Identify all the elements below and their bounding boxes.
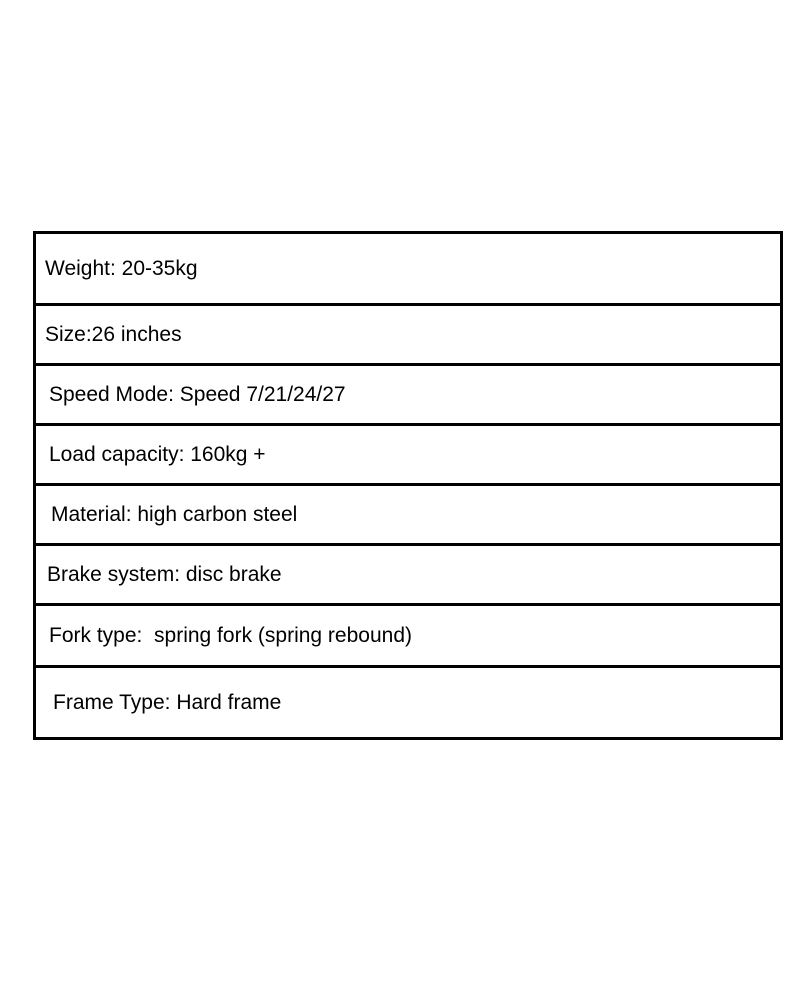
table-row bbox=[36, 606, 780, 668]
spec-frame-type: Frame Type: Hard frame bbox=[53, 690, 282, 714]
table-row bbox=[36, 366, 780, 426]
spec-fork-type: Fork type: spring fork (spring rebound) bbox=[49, 623, 412, 647]
specification-table bbox=[33, 231, 783, 740]
spec-size: Size:26 inches bbox=[45, 322, 182, 346]
spec-material: Material: high carbon steel bbox=[51, 502, 298, 526]
table-row bbox=[36, 668, 780, 740]
table-row bbox=[36, 486, 780, 546]
spec-speed-mode: Speed Mode: Speed 7/21/24/27 bbox=[49, 382, 346, 406]
table-row bbox=[36, 306, 780, 366]
spec-load-capacity: Load capacity: 160kg + bbox=[49, 442, 266, 466]
spec-brake-system: Brake system: disc brake bbox=[47, 562, 282, 586]
table-row bbox=[36, 234, 780, 306]
table-row bbox=[36, 426, 780, 486]
spec-weight: Weight: 20-35kg bbox=[45, 256, 198, 280]
table-row bbox=[36, 546, 780, 606]
